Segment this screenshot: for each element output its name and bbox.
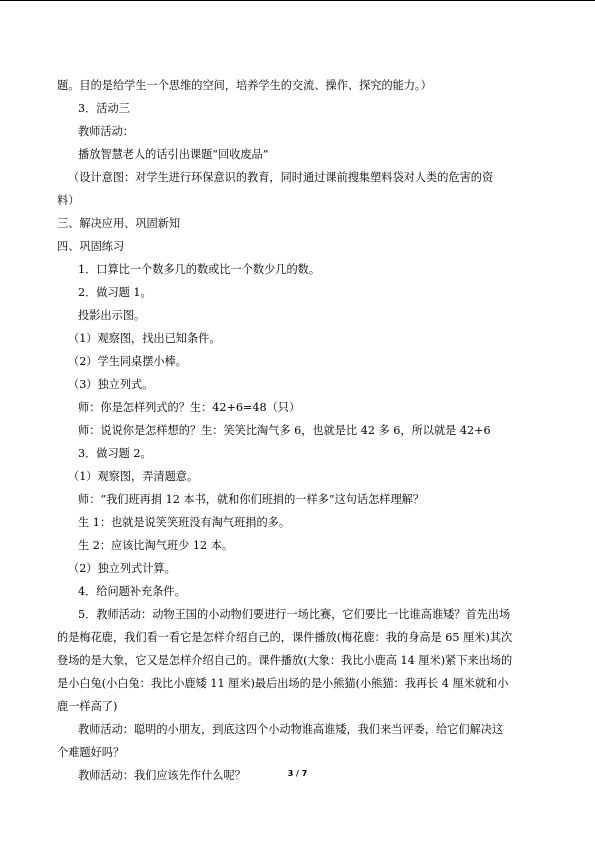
paragraph-line: （1）观察图，弄清题意。: [68, 470, 199, 483]
paragraph-line: 教师活动：: [78, 125, 134, 138]
paragraph-line: 播放智慧老人的话引出课题“回收废品”: [78, 148, 269, 161]
paragraph-line: 是小白兔(小白兔：我比小鹿矮 11 厘米)最后出场的是小熊猫(小熊猫：我再长 4 厘米就和小: [57, 677, 509, 690]
header-rule: [0, 0, 595, 1]
section-heading: 四、巩固练习: [57, 240, 125, 253]
paragraph-line: （2）学生同桌摆小棒。: [68, 355, 187, 368]
paragraph-line: 教师活动：聪明的小朋友，到底这四个小动物谁高谁矮，我们来当评委，给它们解决这: [78, 723, 504, 736]
paragraph-line: 3．做习题 2。: [78, 447, 152, 460]
paragraph-line: 料）: [57, 194, 80, 207]
paragraph-line: 师：“我们班再捐 12 本书，就和你们班捐的一样多”这句话怎样理解？: [78, 493, 425, 506]
paragraph-line: （设计意图：对学生进行环保意识的教育，同时通过课前搜集塑料袋对人类的危害的资: [68, 171, 494, 184]
paragraph-line: 题。目的是给学生一个思维的空间，培养学生的交流、操作、探究的能力。）: [57, 79, 432, 92]
paragraph-line: 师：你是怎样列式的？生：42+6=48（只）: [78, 401, 301, 414]
paragraph-line: 2．做习题 1。: [78, 286, 152, 299]
paragraph-line: 5．教师活动：动物王国的小动物们要进行一场比赛，它们要比一比谁高谁矮？首先出场: [78, 608, 511, 621]
paragraph-line: 师：说说你是怎样想的？生：笑笑比淘气多 6，也就是比 42 多 6，所以就是 42+6: [78, 424, 491, 437]
section-heading: 3．活动三: [78, 102, 130, 115]
paragraph-line: （1）观察图，找出已知条件。: [68, 332, 221, 345]
paragraph-line: 个难题好吗？: [57, 746, 125, 759]
paragraph-line: 的是梅花鹿，我们看一看它是怎样介绍自己的，课件播放(梅花鹿：我的身高是 65 厘米)其次: [57, 631, 513, 644]
section-heading: 三、解决应用、巩固新知: [57, 217, 181, 230]
paragraph-line: 4．给问题补充条件。: [78, 585, 186, 598]
paragraph-line: 1．口算比一个数多几的数或比一个数少几的数。: [78, 263, 321, 276]
paragraph-line: 投影出示图。: [78, 309, 146, 322]
paragraph-line: 教师活动：我们应该先作什么呢？: [78, 769, 246, 782]
page-number: 3 / 7: [287, 769, 308, 778]
paragraph-line: 生 2：应该比淘气班少 12 本。: [78, 539, 234, 552]
paragraph-line: （3）独立列式。: [68, 378, 154, 391]
paragraph-line: 登场的是大象，它又是怎样介绍自己的。课件播放(大象：我比小鹿高 14 厘米)紧下来出场的: [57, 654, 513, 667]
paragraph-line: 鹿一样高了): [57, 700, 118, 713]
paragraph-line: （2）独立列式计算。: [68, 562, 176, 575]
paragraph-line: 生 1：也就是说笑笑班没有淘气班捐的多。: [78, 516, 291, 529]
